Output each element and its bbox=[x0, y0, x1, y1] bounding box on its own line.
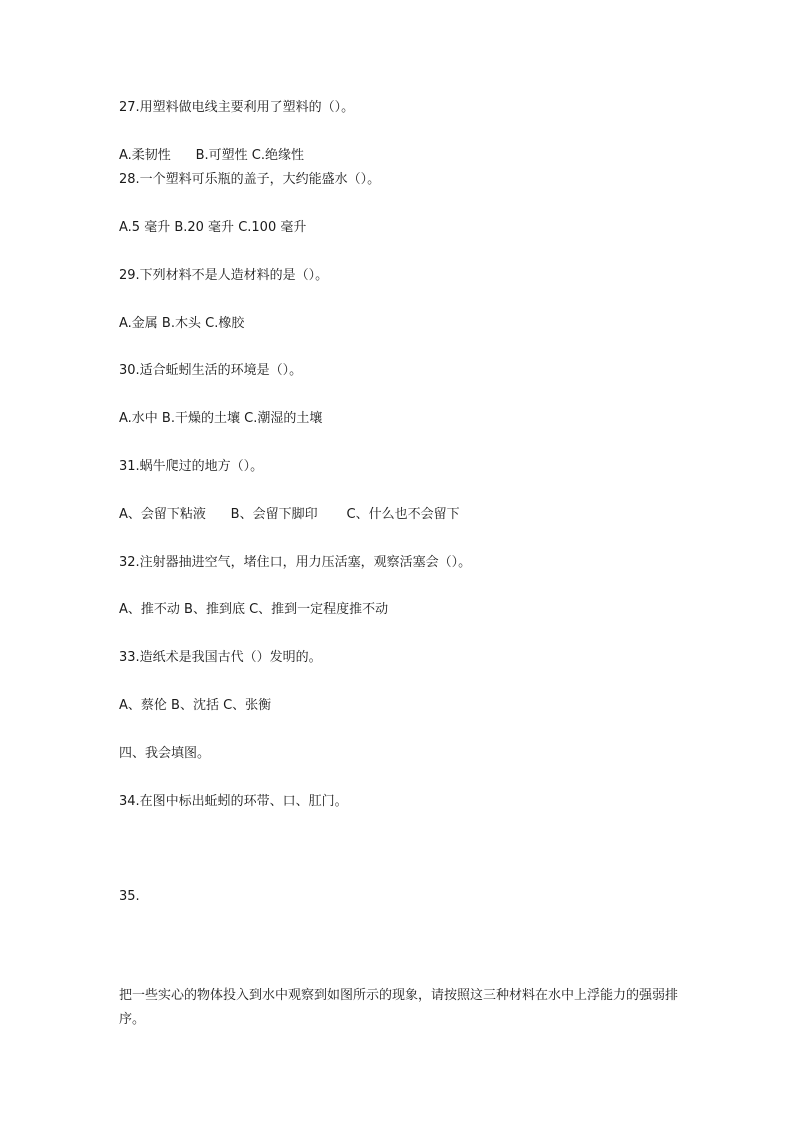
question-31-stem: 31.蜗牛爬过的地方（）。 bbox=[119, 459, 264, 474]
question-29-options: A.金属 B.木头 C.橡胶 bbox=[119, 316, 245, 331]
question-31-options: A、会留下粘液 B、会留下脚印 C、什么也不会留下 bbox=[119, 507, 460, 522]
question-35-text: 把一些实心的物体投入到水中观察到如图所示的现象，请按照这三种材料在水中上浮能力的强弱排序。 bbox=[119, 988, 679, 1027]
question-32-stem: 32.注射器抽进空气，堵住口，用力压活塞，观察活塞会（）。 bbox=[119, 555, 472, 570]
question-33-options: A、蔡伦 B、沈括 C、张衡 bbox=[119, 698, 272, 713]
question-34-stem: 34.在图中标出蚯蚓的环带、口、肛门。 bbox=[119, 794, 348, 809]
question-30-stem: 30.适合蚯蚓生活的环境是（）。 bbox=[119, 363, 303, 378]
question-29-stem: 29.下列材料不是人造材料的是（）。 bbox=[119, 268, 329, 283]
question-35-number: 35. bbox=[119, 889, 140, 904]
question-28-options: A.5 毫升 B.20 毫升 C.100 毫升 bbox=[119, 220, 307, 235]
question-27-stem: 27.用塑料做电线主要利用了塑料的（）。 bbox=[119, 100, 355, 115]
question-32-options: A、推不动 B、推到底 C、推到一定程度推不动 bbox=[119, 602, 389, 617]
question-27-options: A.柔韧性 B.可塑性 C.绝缘性 bbox=[119, 148, 304, 163]
section-4-heading: 四、我会填图。 bbox=[119, 746, 211, 761]
question-33-stem: 33.造纸术是我国古代（）发明的。 bbox=[119, 650, 322, 665]
question-28-stem: 28.一个塑料可乐瓶的盖子，大约能盛水（）。 bbox=[119, 172, 381, 187]
question-30-options: A.水中 B.干燥的土壤 C.潮湿的土壤 bbox=[119, 411, 323, 426]
